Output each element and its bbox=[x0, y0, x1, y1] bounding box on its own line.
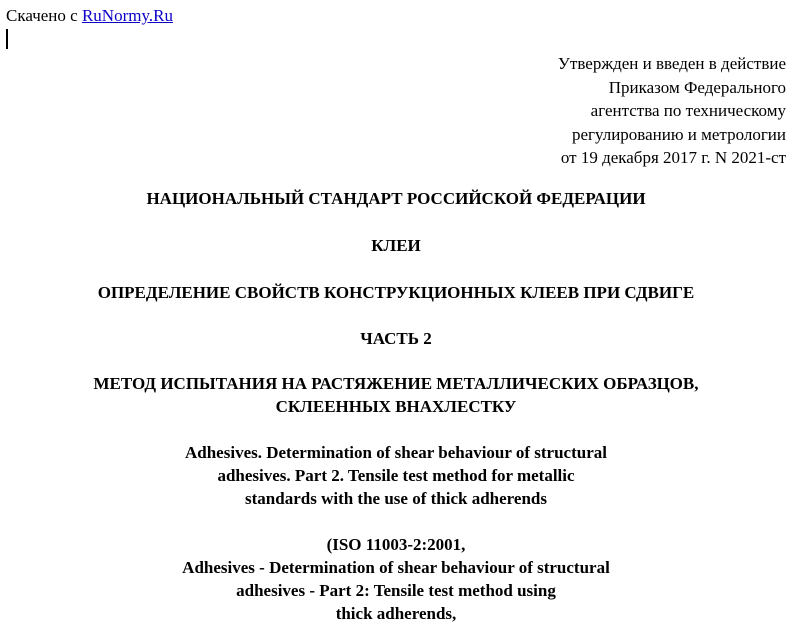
approval-line: Утвержден и введен в действие bbox=[557, 54, 786, 73]
approval-line: Приказом Федерального bbox=[608, 77, 786, 97]
runormy-link[interactable]: RuNormy.Ru bbox=[81, 6, 173, 25]
english-title bbox=[0, 441, 792, 510]
text-cursor bbox=[6, 29, 8, 49]
standard-type-heading: НАЦИОНАЛЬНЫЙ СТАНДАРТ РОССИЙСКОЙ ФЕДЕРАЦИИ bbox=[146, 189, 646, 208]
english-title-line: adhesives. Part 2. Tensile test method for metallic bbox=[217, 466, 575, 485]
english-title-line: Adhesives. Determination of shear behaviour of structural bbox=[185, 443, 607, 462]
iso-reference-line: Adhesives - Determination of shear behaviour of structural bbox=[182, 558, 610, 577]
iso-reference-line: thick adherends, bbox=[335, 604, 457, 623]
english-title-line: standards with the use of thick adherends bbox=[245, 489, 547, 508]
iso-reference-line: (ISO 11003-2:2001, bbox=[326, 535, 466, 554]
method-line: МЕТОД ИСПЫТАНИЯ НА РАСТЯЖЕНИЕ МЕТАЛЛИЧЕСКИХ ОБРАЗЦОВ, bbox=[93, 374, 699, 393]
iso-reference bbox=[0, 533, 792, 625]
approval-block bbox=[386, 52, 786, 170]
method-heading bbox=[0, 372, 792, 418]
source-note bbox=[6, 6, 173, 26]
title-heading: ОПРЕДЕЛЕНИЕ СВОЙСТВ КОНСТРУКЦИОННЫХ КЛЕЕВ ПРИ СДВИГЕ bbox=[97, 283, 695, 302]
approval-line: агентства по техническому bbox=[590, 101, 786, 120]
approval-line: от 19 декабря 2017 г. N 2021-ст bbox=[560, 148, 786, 167]
method-line: СКЛЕЕННЫХ ВНАХЛЕСТКУ bbox=[275, 397, 517, 416]
source-prefix: Скачено с bbox=[6, 6, 82, 25]
subject-heading: КЛЕИ bbox=[371, 236, 421, 255]
iso-reference-line: adhesives - Part 2: Tensile test method using bbox=[236, 581, 556, 600]
part-heading: ЧАСТЬ 2 bbox=[360, 329, 432, 348]
approval-line: регулированию и метрологии bbox=[571, 124, 786, 144]
